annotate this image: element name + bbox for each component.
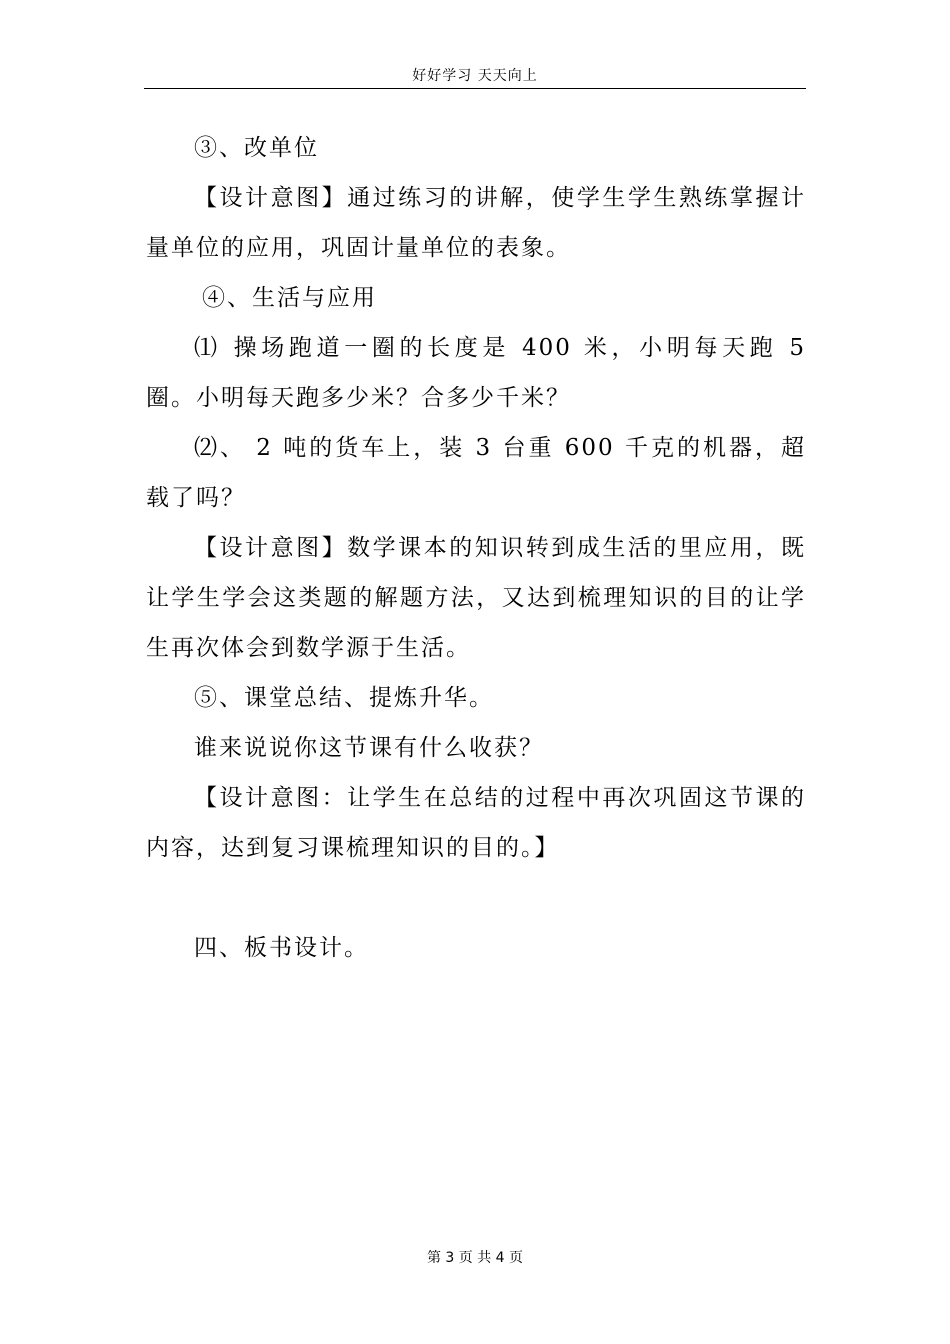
section-board-design: 四、板书设计。: [194, 935, 369, 961]
summary-question: 谁来说说你这节课有什么收获？: [194, 735, 544, 761]
section-change-units: ③、改单位: [194, 135, 319, 161]
design-intent-paragraph-2: 【设计意图】数学课本的知识转到成生活的里应用，既让学生学会这类题的解题方法，又达到梳理知识的目的让学生再次体会到数学源于生活。: [146, 535, 806, 661]
document-body: [146, 123, 806, 973]
design-intent-paragraph-1: 【设计意图】通过练习的讲解，使学生学生熟练掌握计量单位的应用，巩固计量单位的表象。: [146, 185, 806, 261]
problem-1-paragraph: ⑴ 操场跑道一圈的长度是 400 米，小明每天跑 5 圈。小明每天跑多少米？合多少千米？: [146, 335, 806, 411]
section-life-application: ④、生活与应用: [202, 285, 377, 311]
header-divider: [144, 88, 806, 89]
design-intent-paragraph-3: 【设计意图：让学生在总结的过程中再次巩固这节课的内容，达到复习课梳理知识的目的。】: [146, 785, 806, 861]
section-class-summary: ⑤、课堂总结、提炼升华。: [194, 685, 494, 711]
page-header: 好好学习 天天向上: [412, 68, 538, 84]
page-footer: 第 3 页 共 4 页: [426, 1250, 524, 1266]
problem-2-paragraph: ⑵、 2 吨的货车上，装 3 台重 600 千克的机器，超载了吗？: [146, 435, 806, 511]
